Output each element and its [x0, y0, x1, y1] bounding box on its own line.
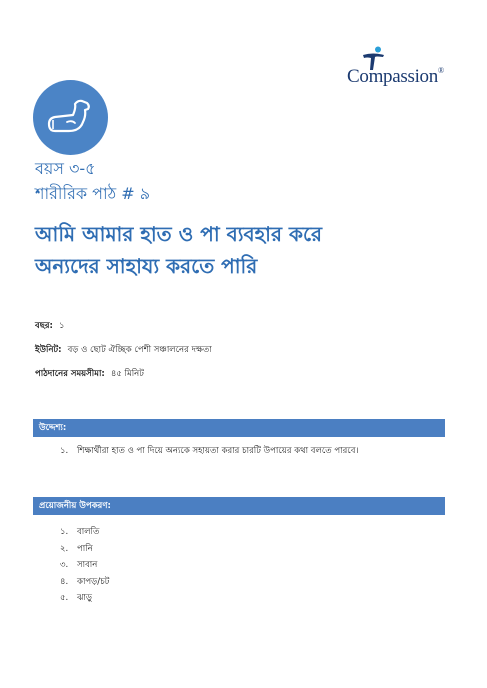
list-item: ২. পানি — [60, 543, 93, 554]
list-item: ১. বালতি — [60, 527, 100, 538]
materials-heading: প্রয়োজনীয় উপকরণ: — [33, 497, 445, 515]
age-range: বয়স ৩-৫ — [35, 159, 96, 178]
duration-row — [35, 367, 144, 381]
list-item: ১. শিক্ষার্থীরা হাত ও পা দিয়ে অন্যকে সহায়তা করার চারটি উপায়ের কথা বলতে পারবে। — [60, 446, 359, 457]
lesson-title — [35, 218, 455, 282]
compassion-logo — [345, 46, 445, 90]
unit-value: বড় ও ছোট ঐচ্ছিক পেশী সঞ্চালনের দক্ষতা — [67, 345, 212, 355]
list-item: ৩. সাবান — [60, 560, 98, 571]
list-item: ৪. কাপড়/চট — [60, 576, 110, 587]
year-label: বছর: — [35, 321, 53, 331]
materials-list — [60, 524, 109, 607]
logo-wordmark: Compassion® — [347, 66, 444, 87]
duration-value: ৪৫ মিনিট — [110, 369, 144, 379]
lesson-number: শারীরিক পাঠ # ৯ — [35, 184, 151, 203]
duration-label: পাঠদানের সময়সীমা: — [35, 369, 105, 379]
physical-lesson-badge — [33, 80, 108, 155]
list-item: ৫. ঝাড়ু — [60, 593, 92, 604]
objectives-heading: উদ্দেশ্য: — [33, 419, 445, 437]
unit-row — [35, 343, 212, 357]
title-line-2: অন্যদের সাহায্য করতে পারি — [35, 254, 258, 278]
flexed-arm-icon — [45, 98, 97, 138]
title-line-1: আমি আমার হাত ও পা ব্যবহার করে — [35, 222, 322, 246]
year-value: ১ — [58, 321, 65, 331]
unit-label: ইউনিট: — [35, 345, 62, 355]
objectives-list — [60, 443, 358, 460]
year-row — [35, 319, 64, 333]
